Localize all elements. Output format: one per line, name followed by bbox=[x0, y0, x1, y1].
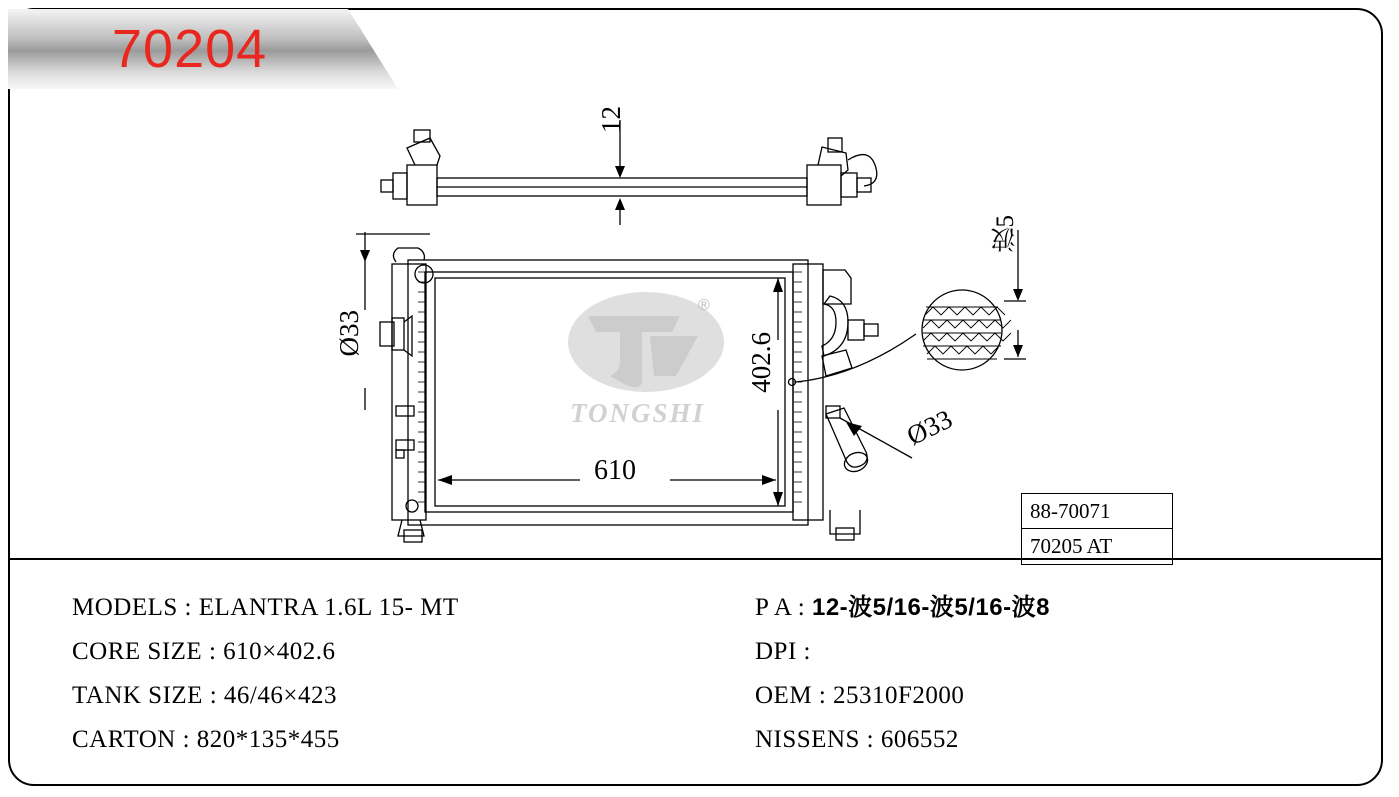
info-panel bbox=[10, 558, 1381, 786]
label-carton: CARTON bbox=[72, 726, 176, 753]
label-tank-size: TANK SIZE bbox=[72, 682, 203, 709]
value-models: ELANTRA 1.6L 15- MT bbox=[198, 594, 459, 621]
code-line-2: 70205 AT bbox=[1030, 534, 1113, 558]
sep-models: : bbox=[184, 594, 192, 621]
info-row-oem bbox=[755, 674, 1355, 718]
code-line-1: 88-70071 bbox=[1022, 494, 1172, 529]
info-row-carton bbox=[72, 718, 732, 762]
sep-core-size: : bbox=[208, 638, 217, 665]
info-row-pa bbox=[755, 586, 1355, 630]
svg-text:TONGSHI: TONGSHI bbox=[570, 398, 706, 428]
info-row-dpi bbox=[755, 630, 1355, 674]
info-column-left bbox=[72, 586, 732, 762]
dim-fin-label: 波5 bbox=[992, 215, 1019, 253]
dim-core-height: 402.6 bbox=[746, 332, 776, 393]
label-core-size: CORE SIZE bbox=[72, 638, 203, 665]
info-row-core-size bbox=[72, 630, 732, 674]
code-box bbox=[1021, 493, 1173, 565]
technical-drawing bbox=[10, 10, 1381, 558]
svg-text:®: ® bbox=[698, 297, 710, 314]
value-nissens: 606552 bbox=[880, 726, 959, 753]
label-nissens: NISSENS bbox=[755, 726, 860, 753]
sep-pa: : bbox=[797, 594, 806, 621]
drawing-svg bbox=[10, 10, 1381, 558]
dim-left-diameter: Ø33 bbox=[334, 310, 364, 357]
info-column-right bbox=[755, 586, 1355, 762]
info-row-tank-size bbox=[72, 674, 732, 718]
sep-oem: : bbox=[818, 682, 827, 709]
value-tank-size: 46/46×423 bbox=[223, 682, 337, 709]
info-row-models bbox=[72, 586, 732, 630]
value-pa: 12-波5/16-波5/16-波8 bbox=[811, 594, 1050, 621]
sep-tank-size: : bbox=[209, 682, 218, 709]
dim-top-thickness: 12 bbox=[596, 106, 626, 133]
value-oem: 25310F2000 bbox=[833, 682, 965, 709]
value-carton: 820*135*455 bbox=[196, 726, 340, 753]
dim-core-width: 610 bbox=[594, 455, 636, 486]
value-core-size: 610×402.6 bbox=[223, 638, 336, 665]
sep-dpi: : bbox=[803, 638, 811, 665]
sep-carton: : bbox=[182, 726, 191, 753]
part-number-text: 70204 bbox=[112, 19, 268, 79]
label-models: MODELS bbox=[72, 594, 178, 621]
label-oem: OEM bbox=[755, 682, 813, 709]
sep-nissens: : bbox=[866, 726, 875, 753]
info-row-nissens bbox=[755, 718, 1355, 762]
label-pa: P A bbox=[755, 594, 792, 621]
label-dpi: DPI bbox=[755, 638, 797, 665]
dim-right-diameter: Ø33 bbox=[902, 403, 957, 451]
